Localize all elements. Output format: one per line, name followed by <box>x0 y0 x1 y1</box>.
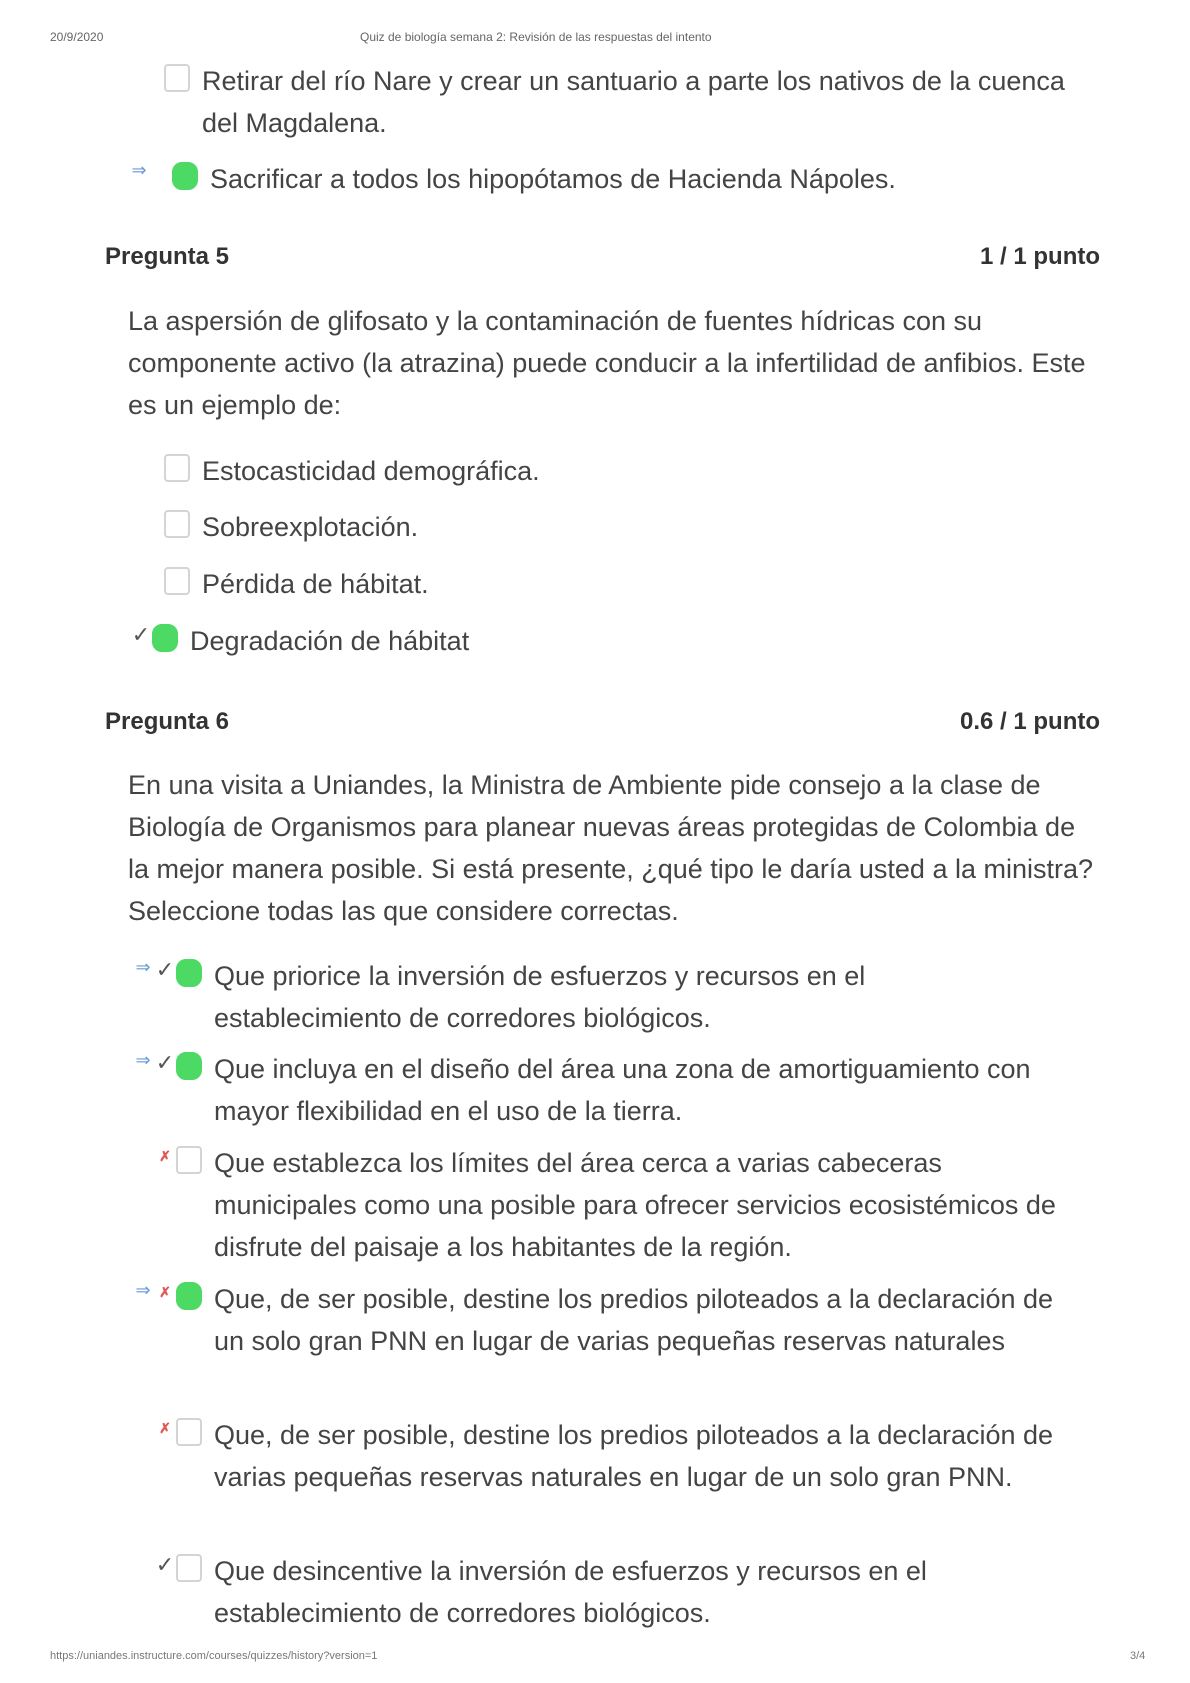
cross-icon: ✗ <box>159 1148 171 1164</box>
option-label: Que establezca los límites del área cerca a varias cabeceras municipales como una posible para ofrecer servicios ecosistémicos de disfrute del paisaje a los habitantes de la región. <box>214 1148 1056 1262</box>
check-icon: ✓ <box>155 957 175 982</box>
option-label: Sobreexplotación. <box>202 512 419 542</box>
q6-option-1[interactable] <box>132 955 1082 1039</box>
option-label: Retirar del río Nare y crear un santuario a parte los nativos de la cuenca del Magdalena. <box>202 66 1065 138</box>
q4-option-1[interactable] <box>164 60 1104 144</box>
option-label: Que incluya en el diseño del área una zona de amortiguamiento con mayor flexibilidad en el uso de la tierra. <box>214 1054 1031 1126</box>
question-title: Pregunta 5 <box>105 243 230 270</box>
cross-icon: ✗ <box>159 1284 171 1300</box>
option-checkbox[interactable] <box>176 1554 202 1582</box>
question-text: En una visita a Uniandes, la Ministra de Ambiente pide consejo a la clase de Biología de Organismos para planear nuevas áreas protegidas de Colombia de la mejor manera posible. Si está presente, ¿qué tipo le daría usted a la ministra? Seleccione todas las que considere correctas. <box>128 770 1094 926</box>
option-checkbox[interactable] <box>176 1418 202 1446</box>
question-title: Pregunta 6 <box>105 708 230 735</box>
option-label: Que priorice la inversión de esfuerzos y recursos en el establecimiento de corredores biológicos. <box>214 961 866 1033</box>
option-checkbox[interactable] <box>176 1146 202 1174</box>
option-checkbox[interactable] <box>164 510 190 538</box>
q6-option-4[interactable] <box>132 1278 1102 1362</box>
check-icon: ✓ <box>155 1552 175 1577</box>
q6-option-5[interactable] <box>132 1414 1102 1498</box>
option-label: Que, de ser posible, destine los predios piloteados a la declaración de un solo gran PNN en lugar de varias pequeñas reservas naturales <box>214 1284 1054 1356</box>
option-label: Estocasticidad demográfica. <box>202 456 540 486</box>
option-checkbox[interactable] <box>164 454 190 482</box>
option-checkbox[interactable] <box>164 64 190 92</box>
q6-option-2[interactable] <box>132 1048 1082 1132</box>
arrow-icon: ⇒ <box>131 160 147 180</box>
option-label: Que desincentive la inversión de esfuerzos y recursos en el establecimiento de corredores biológicos. <box>214 1556 927 1628</box>
option-label: Que, de ser posible, destine los predios piloteados a la declaración de varias pequeñas reservas naturales en lugar de un solo gran PNN. <box>214 1420 1054 1492</box>
option-checkbox-selected[interactable] <box>172 162 198 190</box>
q5-option-3[interactable] <box>164 563 429 605</box>
q4-option-2[interactable] <box>128 158 1068 200</box>
arrow-icon: ⇒ <box>135 1050 151 1070</box>
question-score: 1 / 1 punto <box>980 243 1100 270</box>
option-checkbox-selected[interactable] <box>176 1282 202 1310</box>
q6-option-6[interactable] <box>154 1550 1104 1634</box>
option-checkbox[interactable] <box>164 567 190 595</box>
q5-option-4[interactable] <box>130 620 469 662</box>
print-title: Quiz de biología semana 2: Revisión de las respuestas del intento <box>360 30 712 44</box>
cross-icon: ✗ <box>159 1420 171 1436</box>
option-checkbox-selected[interactable] <box>152 624 178 652</box>
check-icon: ✓ <box>155 1050 175 1075</box>
arrow-icon: ⇒ <box>135 1280 151 1300</box>
option-label: Degradación de hábitat <box>190 626 470 656</box>
print-date: 20/9/2020 <box>50 30 104 44</box>
question-score: 0.6 / 1 punto <box>959 708 1100 735</box>
arrow-icon: ⇒ <box>135 957 151 977</box>
q5-option-2[interactable] <box>164 506 418 548</box>
option-checkbox-selected[interactable] <box>176 959 202 987</box>
question-text: La aspersión de glifosato y la contaminación de fuentes hídricas con su componente activo (la atrazina) puede conducir a la infertilidad de anfibios. Este es un ejemplo de: <box>128 306 1086 420</box>
option-checkbox-selected[interactable] <box>176 1052 202 1080</box>
print-url: https://uniandes.instructure.com/courses/quizzes/history?version=1 <box>50 1650 378 1662</box>
option-label: Sacrificar a todos los hipopótamos de Hacienda Nápoles. <box>210 164 896 194</box>
q5-option-1[interactable] <box>164 450 540 492</box>
q6-option-3[interactable] <box>132 1142 1102 1268</box>
page-number: 3/4 <box>1130 1650 1146 1662</box>
option-label: Pérdida de hábitat. <box>202 569 429 599</box>
check-icon: ✓ <box>131 622 151 647</box>
